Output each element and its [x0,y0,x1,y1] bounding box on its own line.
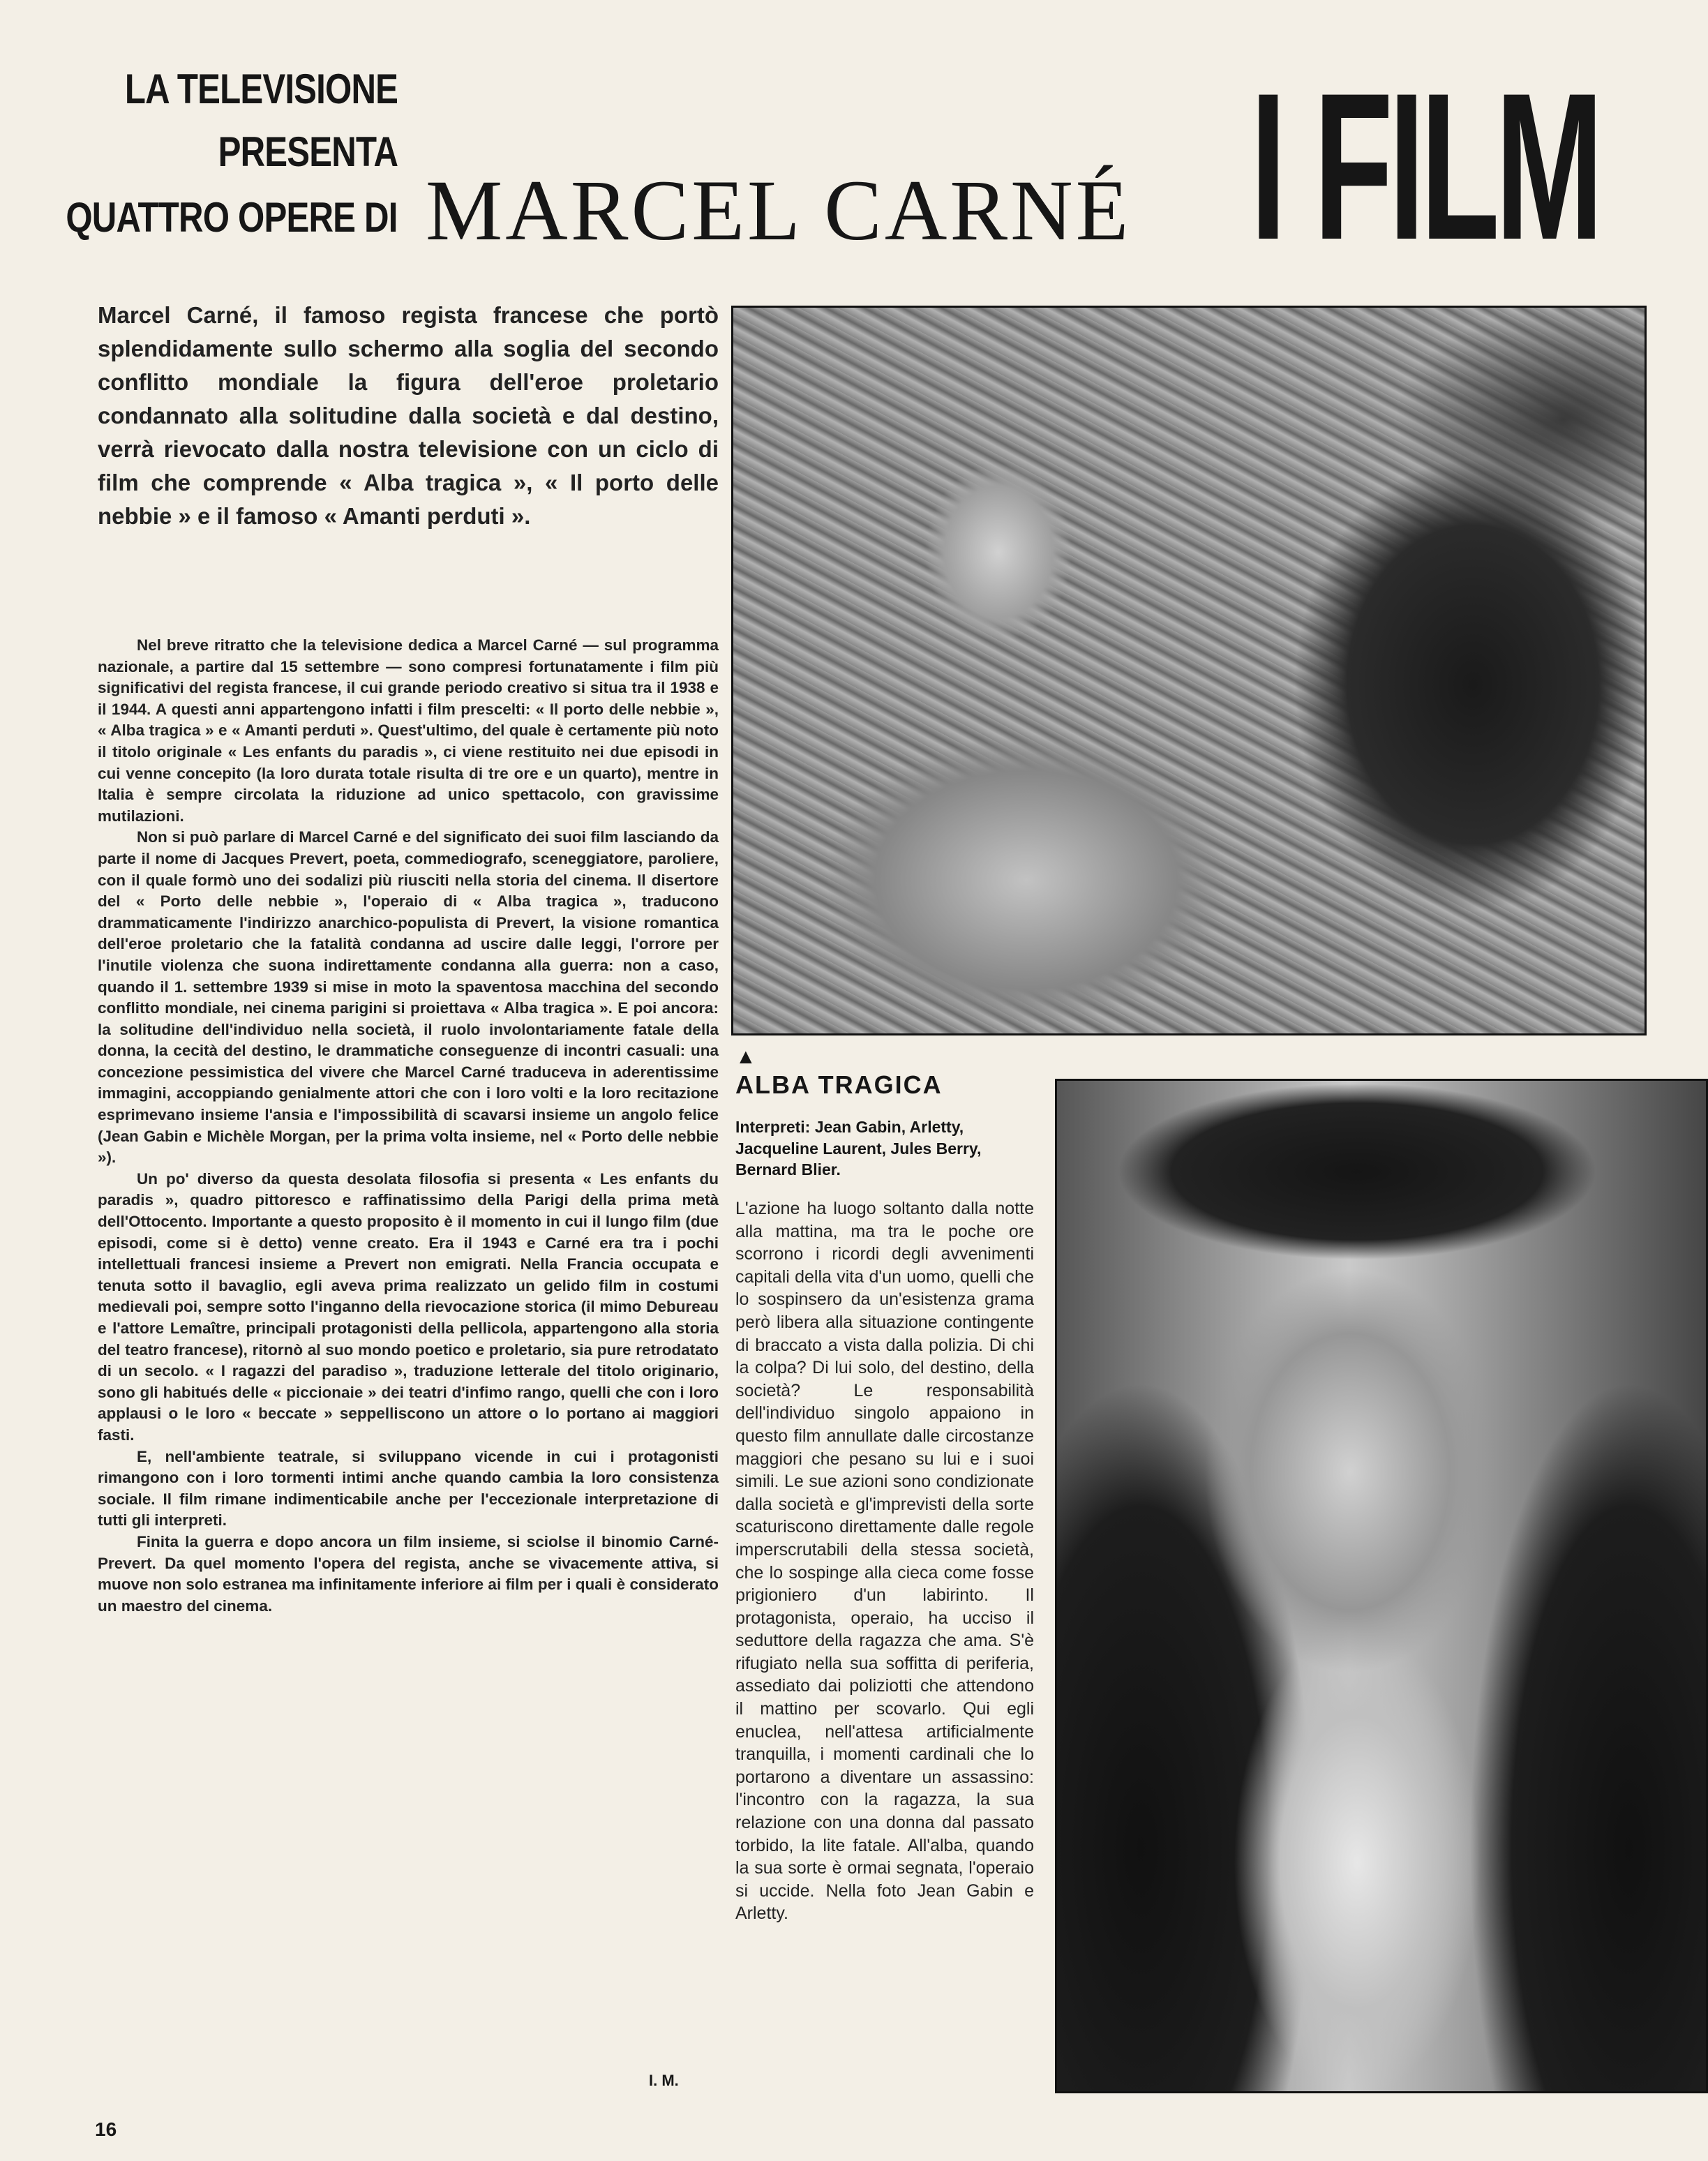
body-paragraph-4: E, nell'ambiente teatrale, si sviluppano vicende in cui i protagonisti rimangono con i loro tormenti intimi anche quando cambia la loro consistenza sociale. Il film rimane indimenticabile anche per l'eccezionale interpretazione di tutti gli interpreti. [98,1447,719,1530]
caption-title: ALBA TRAGICA [735,1070,943,1099]
body-paragraph-1: Nel breve ritratto che la televisione dedica a Marcel Carné — sul programma nazionale, a partire dal 15 settembre — sono compresi fortunatamente i film più significativi del regista francese, il cui grande periodo creativo si situa tra il 1938 e il 1944. A questi anni appartengono infatti i film prescelti: « Il porto delle nebbie », « Alba tragica » e « Amanti perduti ». Quest'ultimo, del quale è certamente più noto il titolo originale « Les enfants du paradis », ci viene restituito nei due episodi in cui venne concepito (la loro durata totale risulta di tre ore e un quarto), mentre in Italia è sempre circolata la riduzione ad unico spettacolo, con gravissime mutilazioni. [98,636,719,825]
body-paragraph-3: Un po' diverso da questa desolata filosofia si presenta « Les enfants du paradis », quadro pittoresco e raffinatissimo della Parigi della prima metà dell'Ottocento. Importante a questo proposito è il momento in cui il lungo film (due episodi, come si è detto) venne creato. Era il 1943 e Carné era tra i pochi intellettuali francesi insieme a Prevert non emigrati. Nella Francia occupata e tenuta sotto il bavaglio, egli aveva prima realizzato un gelido film in costumi medievali poi, sempre sotto l'inganno della rievocazione storica (il mimo Debureau e l'attore Lemaître, principali protagonisti della pellicola, appartengono alla storia del teatro francese), ritornò al suo mondo poetico e proletario, sia pure retrodatato di un secolo. « I ragazzi del paradiso », traduzione letterale del titolo originario, sono gli habitués delle « piccionaie » dei teatri d'infimo rango, quelli che con i loro applausi o le loro « beccate » seppelliscono un attore o lo portano ai maggiori fasti. [98,1169,719,1444]
film-still-photo-1 [731,306,1647,1035]
author-signature: I. M. [649,2072,679,2089]
film-still-photo-2 [1055,1079,1708,2093]
kicker-line-1: LA TELEVISIONE [124,66,398,112]
page-number: 16 [95,2118,117,2140]
caption-credits: Interpreti: Jean Gabin, Arletty, Jacqueline Laurent, Jules Berry, Bernard Blier. [735,1118,982,1179]
body-paragraph-2: Non si può parlare di Marcel Carné e del significato dei suoi film lasciando da parte il nome di Jacques Prevert, poeta, commediografo, sceneggiatore, paroliere, con il quale formò uno dei sodalizi più riusciti nella storia del cinema. Il disertore del « Porto delle nebbie », l'operaio di « Alba tragica », traducono drammaticamente l'indirizzo anarchico-populista di Prevert, la visione romantica dell'eroe proletario che la fatalità condanna ad uscire dalle leggi, l'orrore per l'inutile violenza che suona indirettamente condanna alla guerra: non a caso, quando il 1. settembre 1939 si mise in moto la spaventosa macchina del secondo conflitto mondiale, nei cinema parigini si proiettava « Alba tragica ». E poi ancora: la solitudine dell'individuo nella società, il ruolo involontariamente fatale della donna, la cecità del destino, le drammatiche conseguenze di incontri casuali: una concezione pessimistica del vivere che Marcel Carné traduceva in aderentissime immagini, accoppiando genialmente attori che con i loro volti e la loro recitazione esprimevano insieme l'ansia e l'impossibilità di scavarsi insieme un angolo felice (Jean Gabin e Michèle Morgan, per la prima volta insieme, nel « Porto delle nebbie »). [98,828,719,1167]
caption-synopsis: L'azione ha luogo soltanto dalla notte alla mattina, ma tra le poche ore scorrono i ricordi degli avvenimenti capitali della vita d'un uomo, quelli che lo sospinsero da un'esistenza grama però libera alla situazione contingente di braccato a vista dalla polizia. Di chi la colpa? Di lui solo, del destino, della società? Le responsabilità dell'individuo singolo appaiono in questo film annullate dalle circostanze maggiori che pesano su lui e i suoi simili. Le sue azioni sono condizionate dalla società e gl'imprevisti della sorte scaturiscono direttamente dalle regole imperscrutabili della stessa società, che lo sospinge alla cieca come fosse prigioniero d'un labirinto. Il protagonista, operaio, ha ucciso il seduttore della ragazza che ama. S'è rifugiato nella sua soffitta di periferia, assediato dai poliziotti che attendono il mattino per scovarlo. Qui egli enuclea, nell'attesa artificialmente tranquilla, i momenti cardinali che lo portarono a diventare un assassino: l'incontro con la ragazza, la sua relazione con una donna dal passato torbido, la lite fatale. All'alba, quando la sua sorte è ormai segnata, l'operaio si uccide. Nella foto Jean Gabin e Arletty. [735,1199,1034,1924]
intro-paragraph: Marcel Carné, il famoso regista francese che portò splendidamente sullo schermo alla soglia del secondo conflitto mondiale la figura dell'eroe proletario condannato alla solitudine dalla società e dal destino, verrà rievocato dalla nostra televisione con un ciclo di film che comprende « Alba tragica », « Il porto delle nebbie » e il famoso « Amanti perduti ». [98,302,719,529]
body-paragraph-5: Finita la guerra e dopo ancora un film insieme, si sciolse il binomio Carné-Prevert. Da quel momento l'opera del regista, anche se vivacemente attiva, si muove non solo estranea ma infinitamente inferiore ai film per i quali è considerato un maestro del cinema. [98,1532,719,1615]
kicker-line-3: QUATTRO OPERE DI [66,194,398,241]
kicker-line-2: PRESENTA [218,128,398,175]
director-name: MARCEL CARNÉ [426,163,1132,258]
page-title: I FILM [1250,49,1600,283]
article-body [98,635,719,1617]
up-arrow-icon: ▲ [735,1045,756,1068]
